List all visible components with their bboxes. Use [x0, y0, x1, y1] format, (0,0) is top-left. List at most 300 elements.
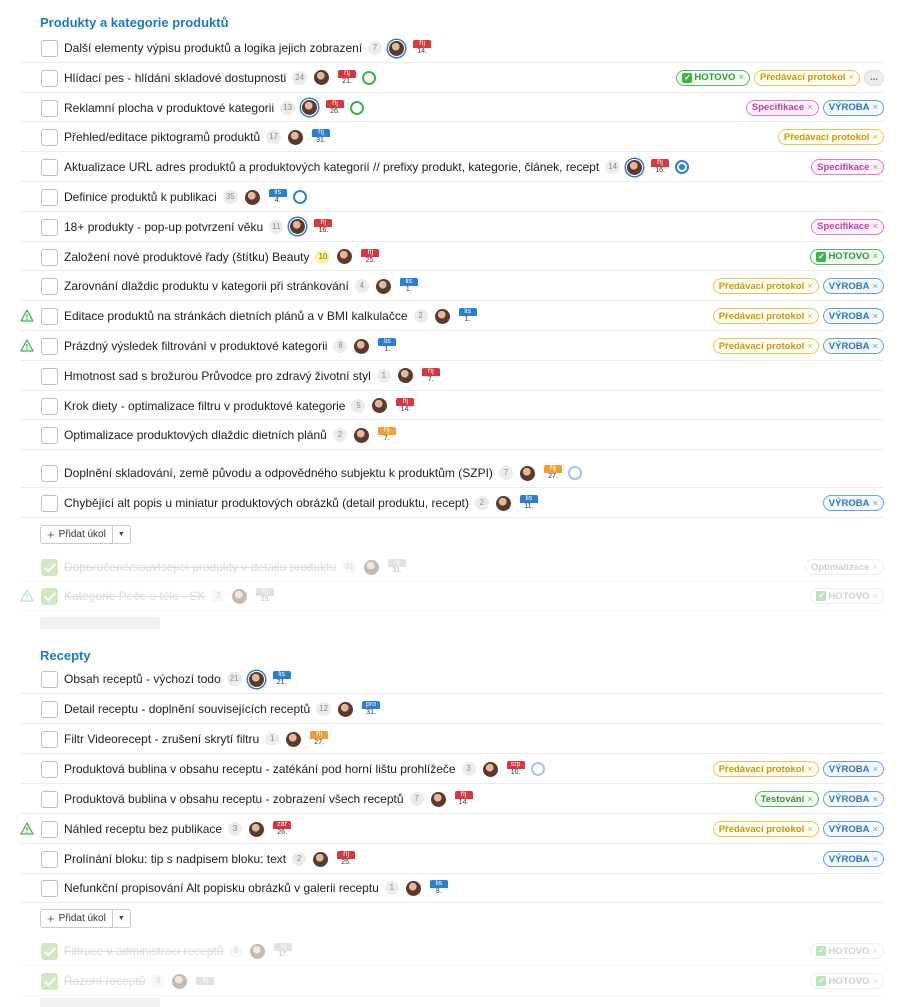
comment-count[interactable]: 8 [333, 339, 347, 353]
task-checkbox[interactable] [41, 465, 58, 482]
tag-label: Předávací protokol [759, 72, 846, 84]
tag-remove-icon[interactable]: × [872, 823, 878, 835]
due-day: 17. [278, 951, 289, 958]
task-checkbox[interactable] [41, 40, 58, 57]
due-date[interactable] [310, 731, 328, 747]
assignee-avatar[interactable] [248, 821, 265, 838]
due-date[interactable] [459, 308, 477, 324]
task-title[interactable]: 18+ produkty - pop-up potvrzení věku [64, 219, 264, 234]
task-title[interactable]: Hlídací pes - hlídání skladové dostupnosti [64, 70, 287, 85]
task-title[interactable]: Filtrace v administraci receptů [64, 944, 224, 958]
task-title[interactable]: Kategorie Péče o tělo - SK [64, 589, 206, 603]
due-date[interactable] [314, 219, 332, 235]
comment-count[interactable]: 2 [414, 309, 428, 323]
due-day: 21. [342, 77, 352, 85]
task-row[interactable] [20, 664, 884, 694]
add-task-main[interactable] [41, 526, 112, 543]
tag[interactable] [823, 100, 884, 116]
tag-remove-icon[interactable]: × [872, 102, 878, 114]
tag-label: HOTOVO [828, 945, 870, 957]
tag-remove-icon[interactable]: × [738, 72, 744, 84]
task-checkbox[interactable] [41, 278, 58, 295]
tag[interactable] [676, 70, 750, 86]
task-checkbox[interactable] [41, 973, 58, 990]
assignee-avatar[interactable] [405, 880, 422, 897]
assignee-avatar[interactable] [289, 218, 306, 235]
task-checkbox[interactable] [41, 851, 58, 868]
due-day: 14. [400, 405, 411, 413]
due-month: říj [338, 70, 356, 78]
due-day: 11. [524, 503, 534, 510]
task-row[interactable] [20, 844, 884, 874]
tag-remove-icon[interactable]: × [872, 793, 878, 805]
comment-count[interactable]: 3 [211, 589, 225, 603]
due-day: 8. [435, 888, 442, 895]
task-row[interactable] [20, 122, 884, 152]
task-checkbox[interactable] [41, 129, 58, 146]
task-row[interactable] [20, 331, 884, 361]
tag-label: HOTOVO [828, 251, 870, 263]
tag-remove-icon[interactable]: × [807, 340, 813, 352]
task-checkbox[interactable] [41, 368, 58, 385]
task-row[interactable] [20, 33, 884, 63]
comment-count[interactable]: 3 [462, 762, 476, 776]
due-date[interactable] [430, 880, 448, 896]
due-day: 1. [405, 286, 412, 294]
task-main [64, 488, 538, 518]
task-checkbox[interactable] [41, 880, 58, 897]
due-day: 31. [392, 567, 402, 574]
task-row[interactable] [20, 936, 884, 966]
task-title[interactable]: Hmotnost sad s brožurou Průvodce pro zdravý životní styl [64, 368, 371, 383]
task-checkbox[interactable] [41, 761, 58, 778]
task-title[interactable]: Doplnění skladování, země původu a odpovědného subjektu k produktům (SZPI) [64, 466, 493, 480]
task-main [64, 552, 406, 582]
assignee-avatar[interactable] [287, 129, 304, 146]
task-checkbox[interactable] [41, 701, 58, 718]
tag[interactable] [805, 559, 884, 575]
assignee-avatar[interactable] [482, 761, 499, 778]
tag[interactable] [778, 129, 884, 145]
tag-list [676, 63, 884, 93]
due-date[interactable] [413, 40, 431, 56]
tag[interactable] [823, 791, 884, 807]
comment-count[interactable]: 2 [333, 428, 347, 442]
due-date[interactable] [273, 821, 291, 837]
due-month: lis [378, 338, 396, 346]
task-row[interactable] [20, 242, 884, 272]
tag-remove-icon[interactable]: × [872, 763, 878, 775]
task-title[interactable]: Krok diety - optimalizace filtru v produktové kategorie [64, 398, 346, 413]
section-title[interactable]: Recepty [40, 648, 91, 663]
task-title[interactable]: Definice produktů k publikaci [64, 190, 217, 204]
tag[interactable] [823, 278, 884, 294]
assignee-avatar[interactable] [313, 69, 330, 86]
comment-count[interactable]: 14 [605, 160, 620, 174]
tag[interactable] [746, 100, 819, 116]
comment-count[interactable]: 3 [228, 822, 242, 836]
task-title[interactable]: Optimalizace produktových dlaždic dietních plánů [64, 428, 327, 443]
task-row[interactable] [20, 552, 884, 582]
tag[interactable] [754, 70, 860, 86]
due-date[interactable] [396, 398, 414, 414]
due-day: 14. [417, 48, 428, 55]
due-month: říj [274, 943, 292, 951]
task-main [64, 966, 214, 996]
warning-icon [20, 589, 34, 602]
assignee-avatar[interactable] [312, 851, 329, 868]
due-date[interactable] [274, 943, 292, 959]
due-date[interactable] [388, 559, 406, 575]
assignee-avatar[interactable] [336, 248, 353, 265]
comment-count[interactable]: 13 [280, 101, 295, 115]
add-task-main[interactable] [41, 910, 112, 927]
task-main [64, 33, 431, 63]
task-row[interactable] [20, 581, 884, 611]
task-row[interactable] [20, 212, 884, 242]
tag-remove-icon[interactable]: × [872, 161, 878, 173]
tag[interactable] [713, 761, 819, 777]
due-month: říj [361, 249, 379, 257]
comment-count[interactable]: 12 [316, 702, 331, 716]
tag-label: Specifikace [817, 161, 870, 173]
task-title[interactable]: Detail receptu - doplnění souvisejících receptů [64, 702, 311, 716]
task-title[interactable]: Reklamní plocha v produktové kategorii [64, 100, 275, 115]
tag-list [810, 936, 884, 966]
tag-remove-icon[interactable]: × [807, 763, 813, 775]
tag[interactable] [864, 70, 884, 86]
task-title[interactable]: Další elementy výpisu produktů a logika jejich zobrazení [64, 41, 363, 55]
task-checkbox[interactable] [41, 308, 58, 325]
task-title[interactable]: Prázdný výsledek filtrování v produktové kategorii [64, 339, 328, 353]
task-row[interactable] [20, 361, 884, 391]
task-row[interactable] [20, 182, 884, 212]
task-row[interactable] [20, 784, 884, 814]
plus-icon: + [47, 526, 55, 542]
warning-icon [20, 339, 34, 352]
tag-remove-icon[interactable]: × [807, 280, 813, 292]
due-day: 7. [383, 435, 390, 443]
tag-label: VÝROBA [828, 497, 870, 509]
comment-count[interactable]: 8 [151, 974, 165, 988]
comment-count[interactable]: 17 [266, 130, 281, 144]
task-checkbox[interactable] [41, 821, 58, 838]
due-day: 1. [464, 316, 471, 324]
task-checkbox[interactable] [41, 70, 58, 87]
add-task-button[interactable] [40, 525, 131, 544]
due-month: říj [378, 427, 396, 435]
tag[interactable] [823, 308, 884, 324]
progress-icon [531, 762, 545, 776]
tag[interactable] [713, 821, 819, 837]
task-title[interactable]: Doporučené/související produkty v detailu produktu [64, 560, 337, 574]
task-title[interactable]: Prolínání bloku: tip s nadpisem bloku: text [64, 852, 287, 866]
due-month: říj [310, 731, 328, 739]
comment-count[interactable]: 6 [229, 944, 243, 958]
tag-remove-icon[interactable]: × [872, 310, 878, 322]
assignee-avatar[interactable] [519, 465, 536, 482]
comment-count[interactable]: 1 [377, 369, 391, 383]
assignee-avatar[interactable] [626, 159, 643, 176]
due-month: říj [544, 465, 562, 473]
tag-remove-icon[interactable]: × [872, 975, 878, 987]
assignee-avatar[interactable] [244, 189, 261, 206]
due-date[interactable] [507, 761, 525, 777]
due-date[interactable] [273, 671, 291, 687]
assignee-avatar[interactable] [249, 943, 266, 960]
task-row[interactable] [20, 754, 884, 784]
tag[interactable] [811, 219, 884, 235]
tag[interactable] [810, 249, 884, 265]
due-date[interactable] [269, 189, 287, 205]
due-date[interactable] [256, 588, 274, 604]
due-date[interactable] [337, 851, 355, 867]
assignee-avatar[interactable] [353, 338, 370, 355]
comment-count[interactable]: 2 [292, 852, 306, 866]
check-icon: ✓ [684, 72, 691, 82]
due-date[interactable] [361, 249, 379, 265]
due-day: 31. [316, 137, 326, 145]
tag[interactable] [823, 495, 884, 511]
tag-label: VÝROBA [828, 853, 870, 865]
tag-label: VÝROBA [828, 102, 870, 114]
tag-remove-icon[interactable]: × [848, 72, 855, 84]
due-date[interactable] [338, 70, 356, 86]
task-row[interactable] [20, 391, 884, 421]
task-row[interactable] [20, 152, 884, 182]
due-date[interactable] [544, 465, 562, 481]
tag[interactable] [823, 821, 884, 837]
section-title[interactable]: Produkty a kategorie produktů [40, 15, 229, 30]
due-day: 27. [314, 739, 325, 746]
comment-count[interactable]: 35 [223, 190, 238, 204]
progress-icon [350, 101, 364, 115]
tag-remove-icon[interactable]: × [807, 823, 813, 835]
tag-list [713, 271, 884, 301]
task-main [64, 301, 477, 331]
task-title[interactable]: Náhled receptu bez publikace [64, 822, 223, 836]
task-title[interactable]: Editace produktů na stránkách dietních plánů a v BMI kalkulačce [64, 309, 408, 324]
task-checkbox[interactable] [41, 159, 58, 176]
due-day: 25. [365, 256, 376, 264]
assignee-avatar[interactable] [285, 731, 302, 748]
task-checkbox[interactable] [41, 495, 58, 512]
task-checkbox[interactable] [41, 671, 58, 688]
due-date[interactable] [422, 368, 440, 384]
tag[interactable] [811, 159, 884, 175]
add-task-button[interactable] [40, 909, 131, 928]
due-month: říj [337, 851, 355, 859]
task-row[interactable] [20, 93, 884, 123]
task-main [64, 844, 355, 874]
tag-label: ... [870, 72, 878, 84]
tag[interactable] [823, 338, 884, 354]
task-row[interactable] [20, 966, 884, 996]
tag-remove-icon[interactable]: × [807, 102, 813, 114]
task-title[interactable]: Založení nové produktové řady (štítku) Beauty [64, 249, 310, 264]
task-title[interactable]: Přehled/editace piktogramů produktů [64, 130, 261, 145]
task-main [64, 420, 396, 450]
task-row[interactable] [20, 458, 884, 488]
tag-label: VÝROBA [828, 793, 870, 805]
task-row[interactable] [20, 420, 884, 450]
due-date[interactable] [455, 791, 473, 807]
assignee-avatar[interactable] [353, 427, 370, 444]
tag-list [810, 242, 884, 272]
comment-count[interactable]: 10 [315, 250, 330, 264]
assignee-avatar[interactable] [248, 671, 265, 688]
tag-remove-icon[interactable]: × [872, 945, 878, 957]
due-date[interactable] [362, 701, 380, 717]
task-row[interactable] [20, 814, 884, 844]
task-row[interactable] [20, 301, 884, 331]
placeholder-bar [40, 617, 160, 629]
task-main [64, 784, 473, 814]
due-date[interactable] [196, 977, 214, 985]
task-checkbox[interactable] [41, 338, 58, 355]
due-date[interactable] [312, 129, 330, 145]
comment-count[interactable]: 2 [475, 496, 489, 510]
chevron-down-icon[interactable]: ▼ [112, 910, 130, 927]
task-title[interactable]: Zarovnání dlaždic produktu v kategorii při stránkování [64, 279, 349, 294]
due-day: 26. [330, 107, 340, 115]
task-title[interactable]: Chybějící alt popis u miniatur produktových obrázků (detail produktu, recept) [64, 496, 469, 510]
task-checkbox[interactable] [41, 427, 58, 444]
tag[interactable] [810, 973, 884, 989]
tag-remove-icon[interactable]: × [872, 340, 878, 352]
assignee-avatar[interactable] [430, 791, 447, 808]
comment-count[interactable]: 31 [342, 560, 357, 574]
due-date[interactable] [400, 278, 418, 294]
task-checkbox[interactable] [41, 731, 58, 748]
due-month: říj [326, 100, 344, 108]
task-title[interactable]: Řazení receptů [64, 974, 146, 988]
task-checkbox[interactable] [41, 100, 58, 117]
tag-remove-icon[interactable]: × [807, 793, 813, 805]
tag-remove-icon[interactable]: × [807, 310, 813, 322]
tag[interactable] [713, 278, 819, 294]
assignee-avatar[interactable] [337, 701, 354, 718]
tag-list [746, 93, 884, 123]
comment-count[interactable]: 4 [355, 279, 369, 293]
tag-label: Specifikace [817, 221, 870, 233]
task-row[interactable] [20, 873, 884, 903]
assignee-avatar[interactable] [171, 973, 188, 990]
task-title[interactable]: Produktová bublina v obsahu receptu - zobrazení všech receptů [64, 792, 404, 806]
comment-count[interactable]: 7 [410, 792, 424, 806]
assignee-avatar[interactable] [434, 308, 451, 325]
progress-icon [675, 160, 689, 174]
assignee-avatar[interactable] [495, 495, 512, 512]
task-title[interactable]: Filtr Videorecept - zrušení skrytí filtru [64, 732, 260, 746]
chevron-down-icon[interactable]: ▼ [112, 526, 130, 543]
due-day: 7. [427, 375, 434, 383]
assignee-avatar[interactable] [231, 588, 248, 605]
tag-list [823, 488, 884, 518]
assignee-avatar[interactable] [371, 397, 388, 414]
tag-remove-icon[interactable]: × [872, 251, 878, 263]
tag-label: HOTOVO [828, 975, 870, 987]
task-checkbox[interactable] [41, 249, 58, 266]
due-month: srp [507, 761, 525, 769]
comment-count[interactable]: 1 [385, 881, 399, 895]
task-title[interactable]: Obsah receptů - výchozí todo [64, 672, 221, 686]
task-main [64, 122, 330, 152]
due-date[interactable] [520, 495, 538, 511]
due-date[interactable] [651, 159, 669, 175]
task-row[interactable] [20, 724, 884, 754]
tag[interactable] [823, 761, 884, 777]
assignee-avatar[interactable] [301, 99, 318, 116]
assignee-avatar[interactable] [388, 40, 405, 57]
tag-remove-icon[interactable]: × [872, 131, 878, 143]
task-row[interactable] [20, 488, 884, 518]
progress-icon [568, 466, 582, 480]
tag-remove-icon[interactable]: × [872, 590, 878, 602]
progress-icon [293, 190, 307, 204]
task-title[interactable]: Nefunkční propisování Alt popisku obrázků v galerii receptu [64, 881, 379, 895]
tag-remove-icon[interactable]: × [872, 561, 878, 573]
task-checkbox[interactable] [41, 559, 58, 576]
task-row[interactable] [20, 694, 884, 724]
assignee-avatar[interactable] [397, 367, 414, 384]
task-checkbox[interactable] [41, 791, 58, 808]
comment-count[interactable]: 5 [351, 399, 365, 413]
task-checkbox[interactable] [41, 219, 58, 236]
tag[interactable] [810, 943, 884, 959]
task-title[interactable]: Aktualizace URL adres produktů a produktových kategorií // prefixy produkt, kategorie, článek, recept [64, 160, 600, 175]
tag-remove-icon[interactable]: × [872, 221, 878, 233]
assignee-avatar[interactable] [375, 278, 392, 295]
comment-count[interactable]: 24 [292, 71, 307, 85]
due-date[interactable] [378, 338, 396, 354]
due-date[interactable] [378, 427, 396, 443]
task-checkbox[interactable] [41, 943, 58, 960]
tag[interactable] [713, 308, 819, 324]
comment-count[interactable]: 21 [227, 672, 242, 686]
tag-list [713, 331, 884, 361]
assignee-avatar[interactable] [363, 559, 380, 576]
task-row[interactable] [20, 63, 884, 93]
task-row[interactable] [20, 271, 884, 301]
task-checkbox[interactable] [41, 398, 58, 415]
tag-remove-icon[interactable]: × [872, 497, 878, 509]
comment-count[interactable]: 11 [269, 220, 283, 234]
tag-remove-icon[interactable]: × [872, 280, 878, 292]
due-date[interactable] [326, 100, 344, 116]
tag-label: Předávací protokol [718, 823, 805, 835]
task-checkbox[interactable] [41, 588, 58, 605]
tag-label: Specifikace [751, 102, 805, 114]
comment-count[interactable]: 1 [265, 732, 279, 746]
comment-count[interactable]: 7 [368, 41, 382, 55]
task-checkbox[interactable] [41, 189, 58, 206]
tag[interactable] [713, 338, 819, 354]
tag[interactable] [823, 851, 884, 867]
task-main [64, 458, 582, 488]
check-icon: ✓ [818, 591, 825, 600]
tag-remove-icon[interactable]: × [872, 853, 878, 865]
due-month: lis [269, 189, 287, 197]
due-day: 16. [655, 167, 665, 175]
due-month: říj [413, 40, 431, 48]
tag[interactable] [755, 791, 819, 807]
task-title[interactable]: Produktová bublina v obsahu receptu - zatékání pod horní lištu prohlížeče [64, 762, 456, 776]
due-month: říj [388, 559, 406, 567]
due-day: 16. [318, 226, 329, 234]
comment-count[interactable]: 7 [499, 466, 513, 480]
tag[interactable] [810, 588, 884, 604]
